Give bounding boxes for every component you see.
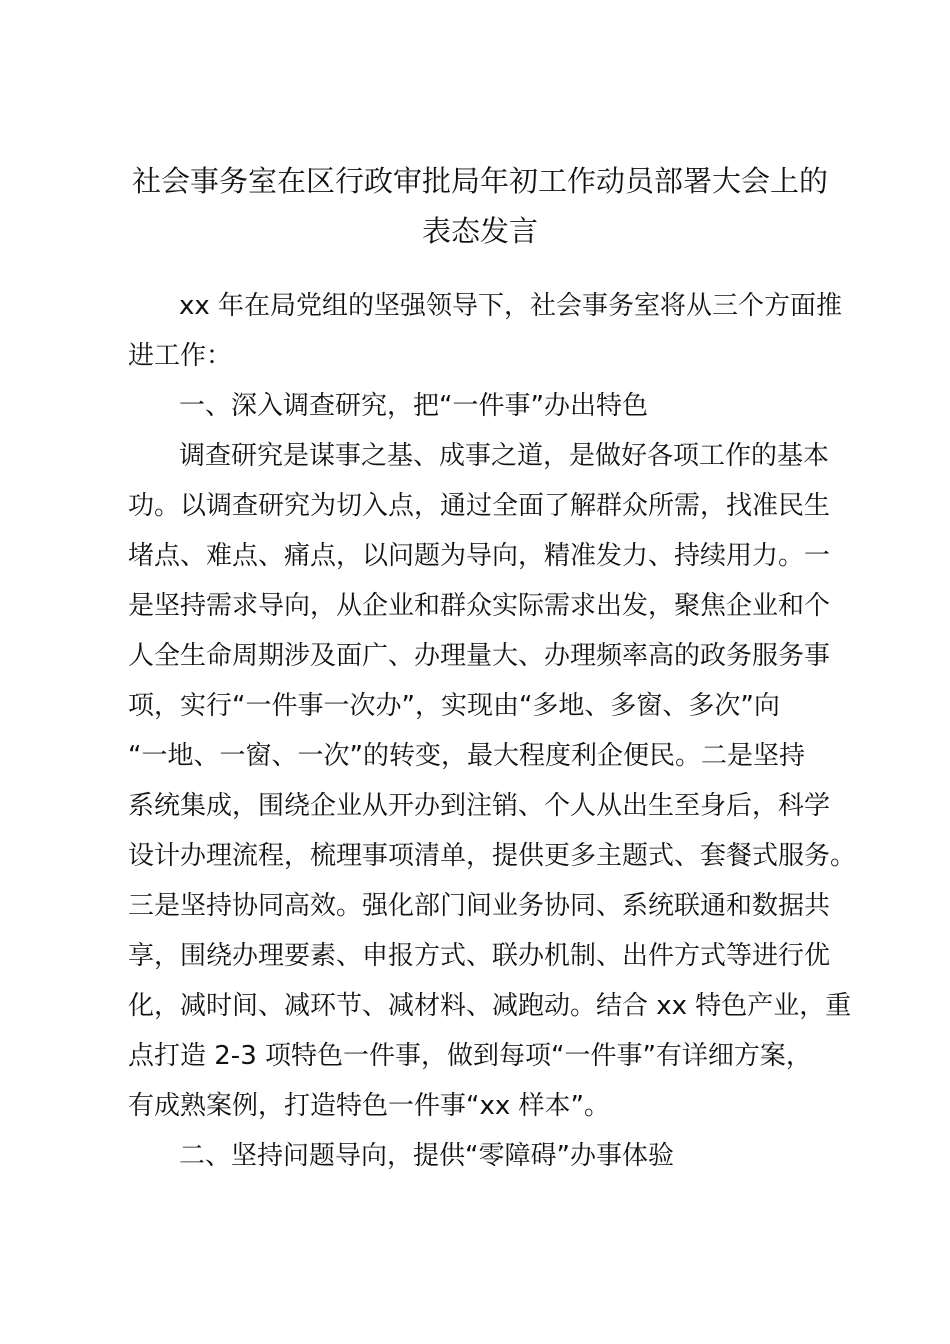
body-line: “一地、一窗、一次”的转变，最大程度利企便民。二是坚持 [128,741,805,771]
body-line: 系统集成，围绕企业从开办到注销、个人从出生至身后，科学 [128,791,831,821]
document-title-line-1: 社会事务室在区行政审批局年初工作动员部署大会上的 [131,164,828,198]
body-line: 功。以调查研究为切入点，通过全面了解群众所需，找准民生 [128,491,831,521]
section-heading-1: 一、深入调查研究，把“一件事”办出特色 [179,391,648,421]
body-line: 点打造 2-3 项特色一件事，做到每项“一件事”有详细方案， [128,1041,812,1071]
body-line: 项，实行“一件事一次办”，实现由“多地、多窗、多次”向 [128,691,780,721]
body-line: 化，减时间、减环节、减材料、减跑动。结合 xx 特色产业，重 [128,991,852,1021]
document-title-line-2: 表态发言 [421,214,538,248]
intro-line-1: xx 年在局党组的坚强领导下，社会事务室将从三个方面推 [179,291,843,321]
body-line: 人全生命周期涉及面广、办理量大、办理频率高的政务服务事 [128,641,831,671]
section-heading-2: 二、坚持问题导向，提供“零障碍”办事体验 [179,1141,674,1171]
body-line: 设计办理流程，梳理事项清单，提供更多主题式、套餐式服务。 [128,841,857,871]
body-line: 调查研究是谋事之基、成事之道，是做好各项工作的基本 [179,441,830,471]
body-line: 是坚持需求导向，从企业和群众实际需求出发，聚焦企业和个 [128,591,831,621]
body-line: 有成熟案例，打造特色一件事“xx 样本”。 [128,1091,610,1121]
intro-line-2: 进工作： [128,341,233,371]
body-line: 享，围绕办理要素、申报方式、联办机制、出件方式等进行优 [128,941,831,971]
body-line: 堵点、难点、痛点，以问题为导向，精准发力、持续用力。一 [128,541,831,571]
body-line: 三是坚持协同高效。强化部门间业务协同、系统联通和数据共 [128,891,831,921]
